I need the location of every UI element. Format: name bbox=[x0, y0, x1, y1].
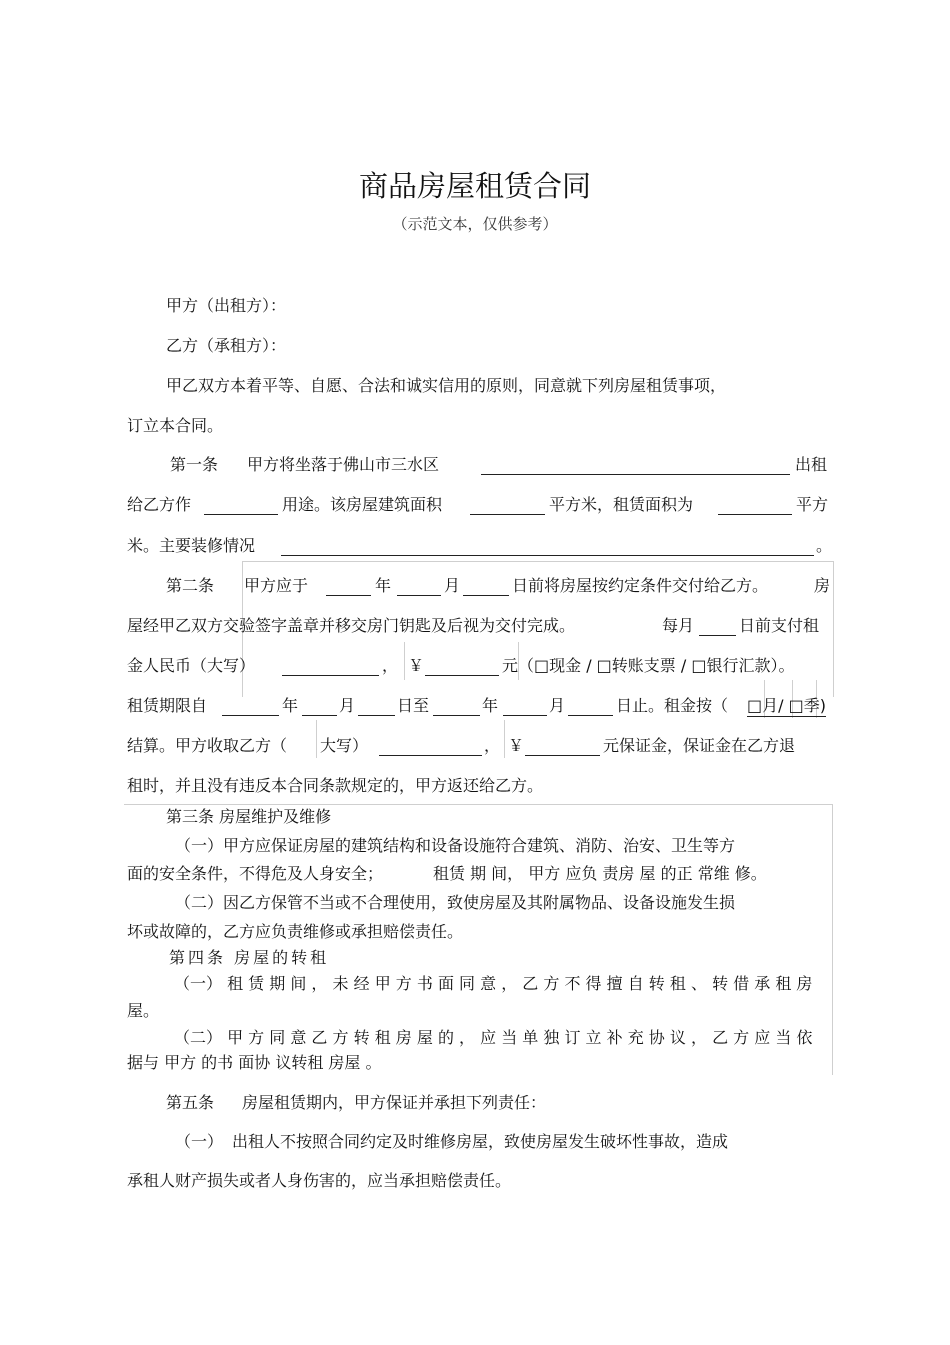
article-2-heading: 第二条 bbox=[166, 576, 215, 595]
article-1-text: 米。主要装修情况 bbox=[127, 536, 256, 555]
term-blank bbox=[222, 697, 279, 716]
article-2-text: 日至 bbox=[397, 696, 430, 715]
term-blank bbox=[358, 697, 395, 716]
article-2-text: ， bbox=[484, 736, 501, 755]
article-2-text: 房 bbox=[814, 576, 831, 595]
article-1-text: 甲方将坐落于佛山市三水区 bbox=[247, 455, 440, 474]
term-blank bbox=[302, 697, 337, 716]
pay-day-blank bbox=[699, 617, 736, 636]
article-2-text: 月 bbox=[339, 696, 356, 715]
article-2-text: 甲方应于 bbox=[244, 576, 309, 595]
scan-frame bbox=[504, 720, 505, 758]
rental-area-blank bbox=[718, 496, 792, 515]
article-3-text: 面的安全条件，不得危及人身安全； bbox=[127, 864, 384, 883]
article-2-text: 结算。甲方收取乙方（ bbox=[127, 736, 288, 755]
article-5-heading: 第五条 bbox=[166, 1093, 215, 1112]
preamble-line-1: 甲乙双方本着平等、自愿、合法和诚实信用的原则，同意就下列房屋租赁事项， bbox=[166, 376, 727, 395]
article-2-text: 金人民币（大写） bbox=[127, 656, 256, 675]
scan-frame bbox=[316, 720, 317, 758]
article-3-text: 租赁 期 间， 甲方 应负 责房 屋 的正 常维 修。 bbox=[433, 864, 767, 883]
rent-amount-blank bbox=[425, 657, 499, 676]
party-a-label: 甲方（出租方）： bbox=[166, 296, 287, 315]
article-2-text: 年 bbox=[482, 696, 499, 715]
article-2-text: 元保证金，保证金在乙方退 bbox=[603, 736, 796, 755]
scan-frame bbox=[404, 642, 405, 680]
date-blank bbox=[463, 577, 509, 596]
article-1-text: 用途。该房屋建筑面积 bbox=[282, 495, 443, 514]
article-4-heading: 第四条 房屋的转租 bbox=[169, 948, 330, 967]
deposit-amount-blank bbox=[525, 737, 600, 756]
term-blank bbox=[433, 697, 480, 716]
date-blank bbox=[326, 577, 371, 596]
article-2-text: ， bbox=[382, 656, 399, 675]
article-1-text: 。 bbox=[816, 536, 833, 555]
article-2-text: 月 bbox=[549, 696, 566, 715]
rent-words-blank bbox=[282, 657, 379, 676]
article-2-text: 每月 bbox=[662, 616, 695, 635]
article-4-text: 屋。 bbox=[127, 1001, 160, 1020]
article-5-text: （一） bbox=[175, 1132, 224, 1151]
term-blank bbox=[503, 697, 547, 716]
article-1-text: 平方米，租赁面积为 bbox=[549, 495, 694, 514]
article-1-text: 出租 bbox=[795, 455, 828, 474]
article-5-text: 房屋租赁期内，甲方保证并承担下列责任： bbox=[242, 1093, 547, 1112]
article-1-heading: 第一条 bbox=[170, 455, 219, 474]
article-5-text: 承租人财产损失或者人身伤害的，应当承担赔偿责任。 bbox=[127, 1171, 512, 1190]
decoration-blank bbox=[281, 537, 814, 556]
article-1-text: 给乙方作 bbox=[127, 495, 192, 514]
article-2-text: 年 bbox=[375, 576, 392, 595]
article-4-text: （一） 租 赁 期 间 ， 未 经 甲 方 书 面 同 意 ， 乙 方 不 得 擅 自 转 租 、 转 借 承 租 房 bbox=[174, 974, 813, 993]
article-2-text: 日前支付租 bbox=[739, 616, 820, 635]
article-3-text: （二）因乙方保管不当或不合理使用，致使房屋及其附属物品、设备设施发生损 bbox=[175, 893, 736, 912]
article-3-text: （一）甲方应保证房屋的建筑结构和设备设施符合建筑、消防、治安、卫生等方 bbox=[175, 836, 736, 855]
article-4-text: （二） 甲 方 同 意 乙 方 转 租 房 屋 的 ， 应 当 单 独 订 立 补 充 协 议 ， 乙 方 应 当 依 bbox=[174, 1028, 813, 1047]
document-title: 商品房屋租赁合同 bbox=[358, 169, 591, 203]
article-2-text: 日前将房屋按约定条件交付给乙方。 bbox=[512, 576, 769, 595]
article-2-text: 月 bbox=[444, 576, 461, 595]
location-blank bbox=[481, 456, 790, 475]
document-subtitle: （示范文本，仅供参考） bbox=[392, 215, 558, 233]
article-2-text: 租时，并且没有违反本合同条款规定的，甲方返还给乙方。 bbox=[127, 776, 544, 795]
article-2-text: ￥ bbox=[508, 736, 525, 755]
article-1-text: 平方 bbox=[796, 495, 829, 514]
article-2-text: 年 bbox=[282, 696, 299, 715]
party-b-label: 乙方（承租方）： bbox=[166, 336, 287, 355]
article-2-text: 租赁期限自 bbox=[127, 696, 208, 715]
date-blank bbox=[397, 577, 441, 596]
article-3-text: 坏或故障的，乙方应负责维修或承担赔偿责任。 bbox=[127, 922, 464, 941]
article-2-text: 大写） bbox=[320, 736, 369, 755]
settlement-option-text: □月/ □季) bbox=[747, 696, 826, 715]
payment-method-text: 元（□现金 / □转账支票 / □银行汇款）。 bbox=[502, 656, 795, 675]
preamble-line-2: 订立本合同。 bbox=[127, 416, 224, 435]
building-area-blank bbox=[470, 496, 545, 515]
deposit-words-blank bbox=[379, 737, 482, 756]
purpose-blank bbox=[204, 496, 278, 515]
article-5-text: 出租人不按照合同约定及时维修房屋，致使房屋发生破坏性事故，造成 bbox=[232, 1132, 729, 1151]
article-2-text: 日止。租金按（ bbox=[616, 696, 729, 715]
article-2-text: 屋经甲乙双方交验签字盖章并移交房门钥匙及后视为交付完成。 bbox=[127, 616, 576, 635]
term-blank bbox=[568, 697, 613, 716]
article-3-heading: 第三条 房屋维护及维修 bbox=[166, 807, 332, 826]
article-4-text: 据与 甲方 的书 面协 议转租 房屋 。 bbox=[127, 1053, 382, 1072]
article-2-text: ￥ bbox=[408, 656, 425, 675]
